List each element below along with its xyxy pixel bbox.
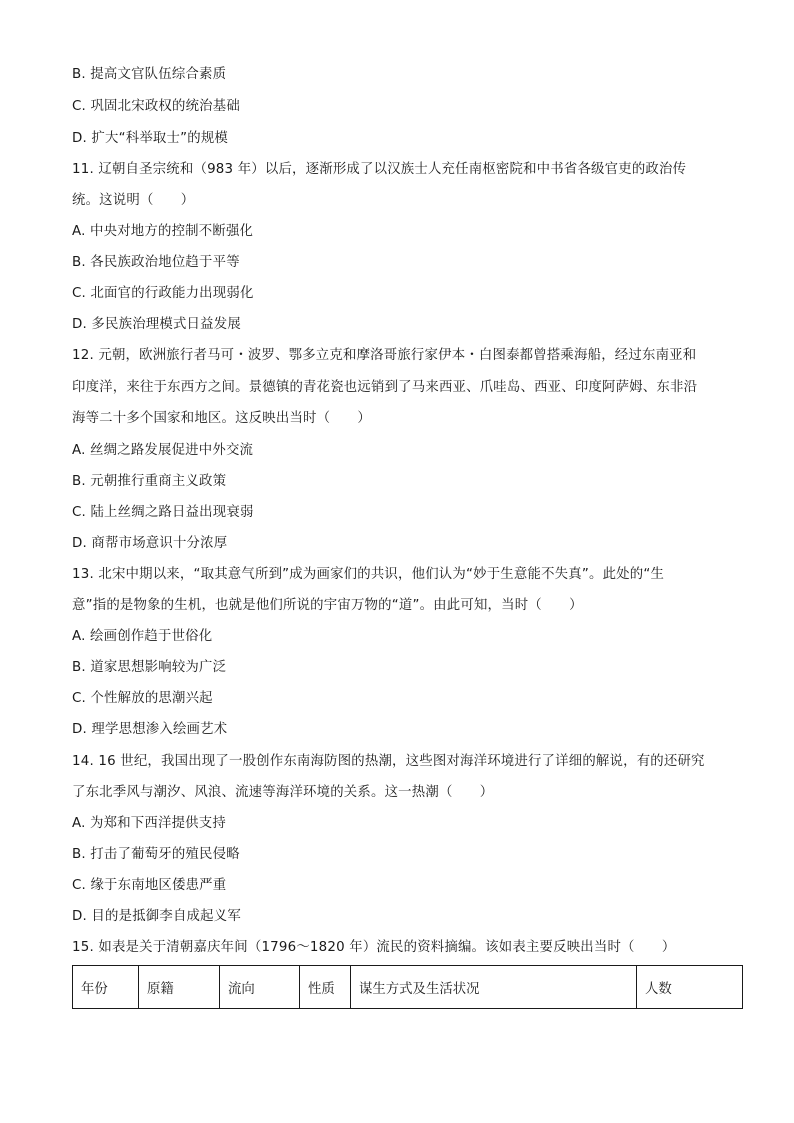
q15-stem-line1: 15. 如表是关于清朝嘉庆年间（1796～1820 年）流民的资料摘编。该如表主要反映出当时（ ） [72,940,676,955]
q12-stem-line3: 海等二十多个国家和地区。这反映出当时（ ） [72,411,371,426]
q14-option-c: C. 缘于东南地区倭患严重 [72,878,227,893]
q10-option-c: C. 巩固北宋政权的统治基础 [72,99,240,114]
table-header-destination: 流向 [220,966,300,1009]
table-header-row [73,966,743,1009]
q12-stem-line1: 12. 元朝，欧洲旅行者马可・波罗、鄂多立克和摩洛哥旅行家伊本・白图泰都曾搭乘海船，经过东南亚和 [72,348,697,363]
q12-option-b: B. 元朝推行重商主义政策 [72,474,227,489]
q11-option-b: B. 各民族政治地位趋于平等 [72,255,240,270]
table-header-livelihood: 谋生方式及生活状况 [351,966,637,1009]
q14-option-a: A. 为郑和下西洋提供支持 [72,816,226,831]
q11-stem-line2: 统。这说明（ ） [72,193,195,208]
q14-stem-line1: 14. 16 世纪，我国出现了一股创作东南海防图的热潮，这些图对海洋环境进行了详细的解说，有的还研究 [72,754,705,769]
q13-stem-line2: 意”指的是物象的生机，也就是他们所说的宇宙万物的“道”。由此可知，当时（ ） [72,598,583,613]
q14-stem-line2: 了东北季风与潮汐、风浪、流速等海洋环境的关系。这一热潮（ ） [72,785,494,800]
q13-stem-line1: 13. 北宋中期以来，“取其意气所到”成为画家们的共识，他们认为“妙于生意能不失真”。此处的“生 [72,567,665,582]
q11-option-c: C. 北面官的行政能力出现弱化 [72,286,254,301]
q11-stem-line1: 11. 辽朝自圣宗统和（983 年）以后，逐渐形成了以汉族士人充任南枢密院和中书省各级官吏的政治传 [72,162,687,177]
table-header-population: 人数 [637,966,743,1009]
table-header-nature: 性质 [300,966,351,1009]
q11-option-d: D. 多民族治理模式日益发展 [72,317,241,332]
q11-option-a: A. 中央对地方的控制不断强化 [72,224,254,239]
q12-option-d: D. 商帮市场意识十分浓厚 [72,536,228,551]
q10-option-d: D. 扩大“科举取士”的规模 [72,131,229,146]
q13-option-c: C. 个性解放的思潮兴起 [72,691,213,706]
table-header-year: 年份 [73,966,139,1009]
q13-option-d: D. 理学思想渗入绘画艺术 [72,722,228,737]
q13-option-b: B. 道家思想影响较为广泛 [72,660,227,675]
q12-stem-line2: 印度洋，来往于东西方之间。景德镇的青花瓷也远销到了马来西亚、爪哇岛、西亚、印度阿萨姆、东非沿 [72,380,698,395]
q14-option-d: D. 目的是抵御李自成起义军 [72,909,241,924]
table-header-origin: 原籍 [139,966,220,1009]
q13-option-a: A. 绘画创作趋于世俗化 [72,629,213,644]
q15-data-table [72,965,743,1009]
q14-option-b: B. 打击了葡萄牙的殖民侵略 [72,847,240,862]
q10-option-b: B. 提高文官队伍综合素质 [72,67,227,82]
q12-option-a: A. 丝绸之路发展促进中外交流 [72,443,254,458]
q12-option-c: C. 陆上丝绸之路日益出现衰弱 [72,505,254,520]
